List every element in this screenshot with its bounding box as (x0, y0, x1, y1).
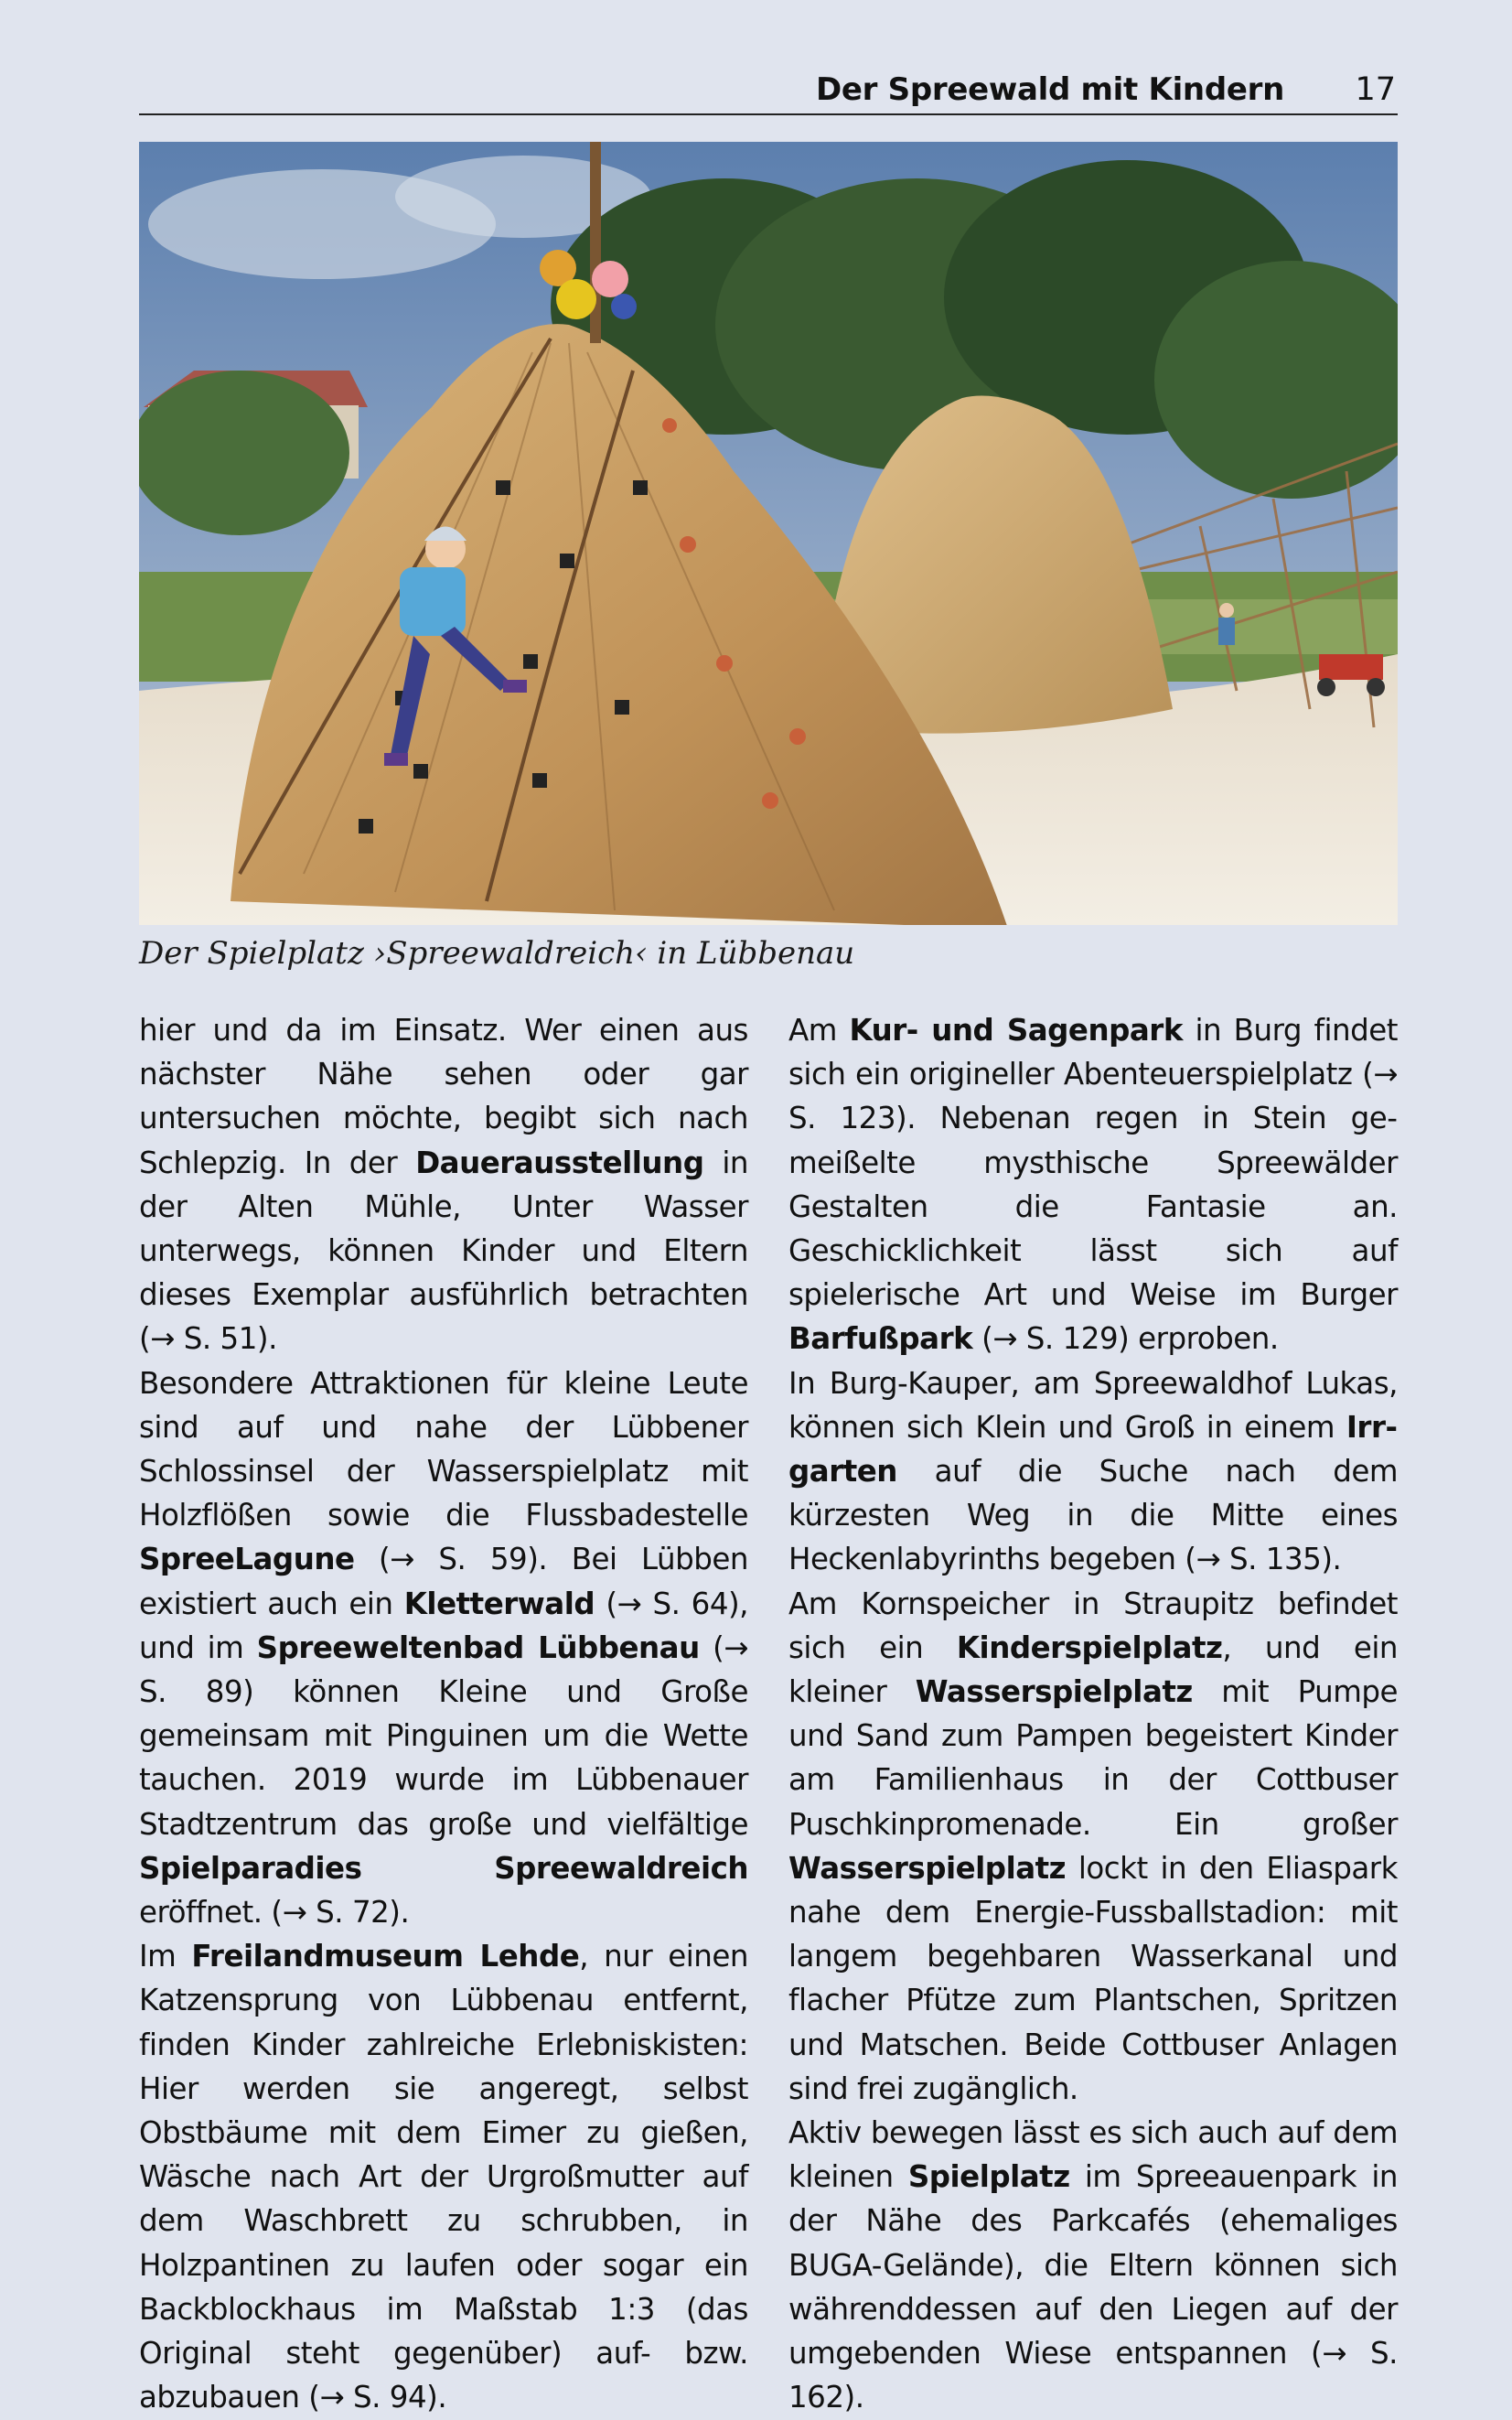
text-run: (→ S. 64), und im (139, 1586, 749, 1665)
bold-term: SpreeLagune (139, 1542, 355, 1577)
paragraph (788, 2111, 1398, 2419)
text-run: im Spreeauenpark in der Nähe des Parkcafés (ehemaliges BUGA-Gelände), die Eltern können sich währenddessen auf den Liegen auf der umgebenden Wiese entspannen (→ S. 162). (788, 2159, 1398, 2415)
bold-term: Kletterwald (403, 1586, 595, 1621)
text-run: eröffnet. (→ S. 72). (139, 1895, 410, 1931)
text-run: lockt in den Eliaspark nahe dem Energie-Fussballstadion: mit langem begehbaren Wasserkanal und flacher Pfütze zum Plantschen, Spritzen und Matschen. Beide Cottbuser Anlagen sind frei zugänglich. (788, 1850, 1398, 2106)
running-header (139, 68, 1398, 115)
text-run: Besondere Attraktionen für kleine Leute sind auf und nahe der Lübbener Schlossinsel der Wasserspielplatz mit Holzflößen sowie die Flussbadestelle (139, 1365, 748, 1533)
paragraph (788, 1361, 1398, 1582)
bold-term: Spielplatz (907, 2159, 1070, 2195)
text-run: (→ S. 89) können Kleine und Große gemeinsam mit Pinguinen um die Wette tauchen. 2019 wurde im Lübbenauer Stadtzentrum das große und vielfältige (139, 1629, 748, 1842)
text-run: Aktiv bewegen lässt es sich auch auf dem kleinen (788, 2115, 1398, 2195)
paragraph (788, 1008, 1398, 1361)
text-run: auf die Suche nach dem kürzesten Weg in die Mitte eines Heckenlabyrinths begeben (→ S. 135). (788, 1454, 1398, 1577)
paragraph (139, 1934, 748, 2419)
bold-term: Wasserspielplatz (915, 1674, 1193, 1710)
text-run: (→ S. 59). Bei Lübben existiert auch ein (139, 1542, 748, 1621)
playground-photo (139, 142, 1398, 925)
page-number: 17 (1355, 71, 1396, 108)
text-run: in Burg findet sich ein origineller Abenteuerspielplatz (→ S. 123). Nebenan regen in Stein gemeißelte mysthische Spreewälder Gestalten die Fantasie an. Geschicklichkeit lässt sich auf spielerische Art und Weise im Burger (788, 1013, 1398, 1313)
text-run: Am Kornspeicher in Straupitz befindet sich ein (788, 1586, 1398, 1665)
photo-illustration (139, 142, 1398, 925)
left-text-column (139, 1008, 748, 2420)
text-run: Am (788, 1013, 850, 1048)
bold-term: Dauerausstellung (415, 1145, 704, 1180)
bold-term: Kur- und Sagenpark (849, 1013, 1183, 1048)
bold-term: Spreeweltenbad Lübbenau (256, 1629, 700, 1665)
text-run: (→ S. 129) erproben. (972, 1321, 1279, 1357)
text-run: hier und da im Einsatz. Wer einen aus nächster Nähe sehen oder gar untersuchen möchte, begibt sich nach Schlepzig. In der (139, 1013, 748, 1180)
text-run: In Burg-Kauper, am Spreewaldhof Lukas, können sich Klein und Groß in einem (788, 1365, 1398, 1445)
bold-term: Irrgarten (788, 1409, 1398, 1490)
photo-caption: Der Spielplatz ›Spreewaldreich‹ in Lübbenau (139, 935, 855, 972)
paragraph (788, 1582, 1398, 2111)
right-text-column (788, 1008, 1398, 2420)
bold-term: Freilandmuseum Lehde (191, 1939, 580, 1974)
running-title: Der Spreewald mit Kindern (815, 71, 1284, 108)
text-run: , nur einen Katzensprung von Lübbenau entfernt, finden Kinder zahlreiche Erlebniskisten: Hier werden sie angeregt, selbst Obstbäume mit dem Eimer zu gießen, Wäsche nach Art der Urgroßmutter auf dem Waschbrett zu schrubben, in Holzpantinen zu laufen oder sogar ein Backblockhaus im Maßstab 1:3 (das Original steht gegenüber) auf- bzw. abzubauen (→ S. 94). (139, 1939, 748, 2415)
paragraph (139, 1361, 748, 1935)
paragraph (139, 1008, 748, 1361)
bold-term: Barfußpark (788, 1321, 973, 1357)
bold-term: Wasserspielplatz (788, 1850, 1067, 1886)
text-run: in der Alten Mühle, Unter Wasser unterwegs, können Kinder und Eltern dieses Exemplar ausführlich betrachten (→ S. 51). (139, 1145, 748, 1357)
text-run: Im (139, 1939, 192, 1974)
bold-term: Kinderspielplatz (956, 1629, 1223, 1665)
text-run: mit Pumpe und Sand zum Pampen begeistert Kinder am Familienhaus in der Cottbuser Puschkinpromenade. Ein großer (788, 1674, 1398, 1842)
bold-term: Spielparadies Spreewaldreich (139, 1850, 748, 1886)
text-run: , und ein kleiner (788, 1629, 1398, 1710)
